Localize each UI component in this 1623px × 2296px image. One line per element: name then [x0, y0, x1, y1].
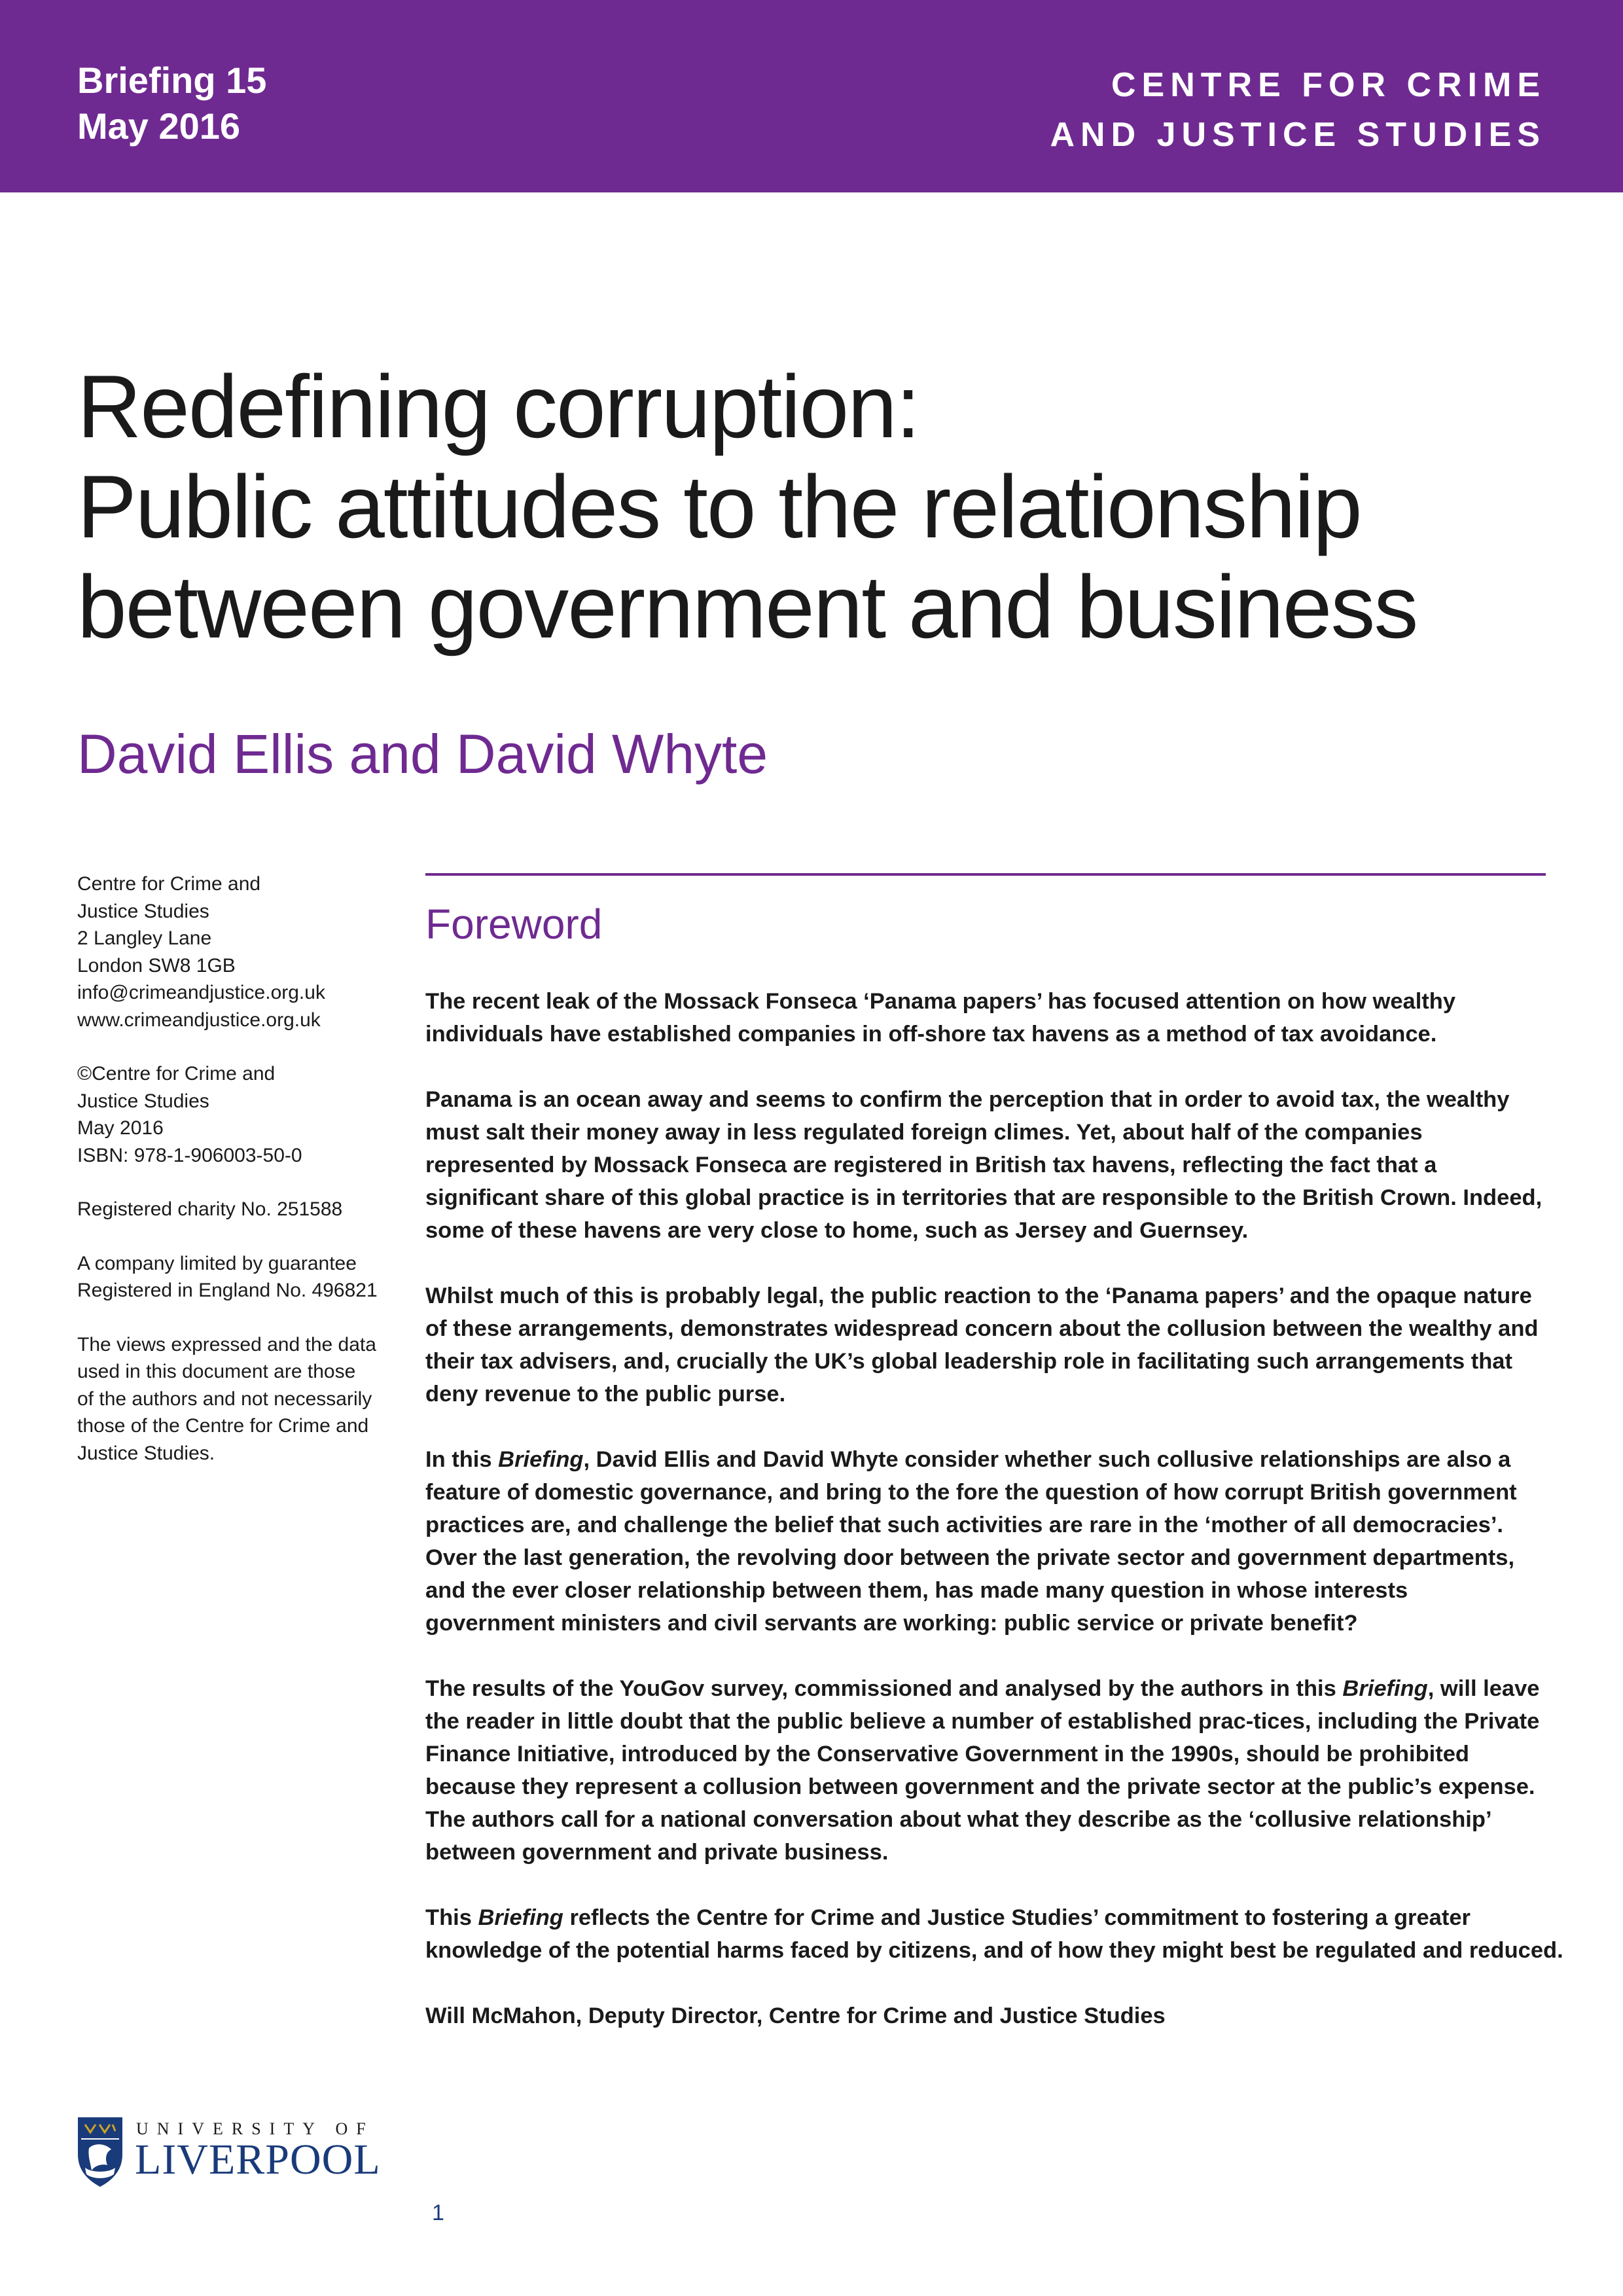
disclaimer-line: The views expressed and the data: [77, 1333, 376, 1355]
company-line: Registered in England No. 496821: [77, 1280, 378, 1301]
disclaimer-line: used in this document are those: [77, 1361, 356, 1382]
address-line: 2 Langley Lane: [77, 927, 212, 949]
charity-info: [77, 1196, 404, 1223]
organisation-name-line1: CENTRE FOR CRIME: [1111, 66, 1546, 104]
briefing-emphasis: Briefing: [1342, 1676, 1428, 1701]
copyright-line: Justice Studies: [77, 1090, 209, 1112]
text-line: government ministers and civil servants are working: public service or private benefit?: [425, 1611, 1358, 1636]
copyright-info: [77, 1060, 404, 1169]
authors: David Ellis and David Whyte: [77, 723, 768, 785]
text-line: [425, 1901, 1551, 1934]
email-link[interactable]: info@crimeandjustice.org.uk: [77, 982, 325, 1003]
text-line: deny revenue to the public purse.: [425, 1382, 786, 1407]
briefing-date: May 2016: [77, 105, 241, 147]
address-line: Justice Studies: [77, 900, 209, 922]
briefing-emphasis: Briefing: [498, 1447, 584, 1472]
briefing-number: Briefing 15: [77, 60, 267, 101]
university-crest-icon: [76, 2115, 124, 2187]
address-line: Centre for Crime and: [77, 873, 261, 895]
paragraph: [425, 1901, 1563, 1967]
charity-number: Registered charity No. 251588: [77, 1198, 343, 1220]
paragraph: [425, 1280, 1551, 1410]
text-line: their tax advisers, and, crucially the UK’s global leadership role in facilitating such arrangements that: [425, 1349, 1512, 1374]
text-line: [425, 1443, 1551, 1476]
organisation-name: [1050, 60, 1546, 160]
header-band: [0, 0, 1623, 192]
text-line: [425, 1672, 1551, 1705]
company-info: [77, 1250, 404, 1304]
briefing-emphasis: Briefing: [478, 1905, 563, 1930]
text-run: This: [425, 1905, 478, 1930]
disclaimer-line: those of the Centre for Crime and: [77, 1415, 369, 1437]
logo-liverpool: LIVERPOOL: [135, 2136, 381, 2183]
text-line: knowledge of the potential harms faced by citizens, and of how they might best be regulated and reduced.: [425, 1938, 1563, 1963]
text-run: , David Ellis and David Whyte consider whether such collusive relationships are also a: [583, 1447, 1511, 1472]
disclaimer: [77, 1331, 404, 1467]
signature: [425, 2000, 1551, 2032]
text-line: and the ever closer relationship between them, has made many question in whose interests: [425, 1578, 1408, 1603]
text-run: reflects the Centre for Crime and Justice Studies’ commitment to fostering a greater: [563, 1905, 1471, 1930]
foreword-body: [425, 985, 1563, 2065]
text-line: Finance Initiative, introduced by the Conservative Government in the 1990s, should be prohibited: [425, 1742, 1469, 1767]
foreword-heading: Foreword: [425, 901, 603, 948]
university-logo: [76, 2115, 390, 2194]
paragraph: [425, 1443, 1551, 1640]
text-line: Over the last generation, the revolving door between the private sector and government departments,: [425, 1545, 1515, 1570]
contact-address: [77, 870, 404, 1033]
text-line: practices are, and challenge the belief that such activities are rare in the ‘mother of all democracies’.: [425, 1513, 1504, 1537]
text-line: The recent leak of the Mossack Fonseca ‘Panama papers’ has focused attention on how wealthy: [425, 989, 1456, 1014]
sidebar-info: [77, 870, 404, 1494]
text-line: the reader in little doubt that the public believe a number of established prac-tices, including the Private: [425, 1709, 1540, 1734]
text-line: of these arrangements, demonstrates widespread concern about the collusion between the wealthy and: [425, 1316, 1539, 1341]
text-line: Panama is an ocean away and seems to confirm the perception that in order to avoid tax, the wealthy: [425, 1087, 1510, 1112]
text-line: feature of domestic governance, and bring to the fore the question of how corrupt British government: [425, 1480, 1517, 1505]
title-line: Redefining corruption:: [77, 357, 919, 456]
logo-university-of: UNIVERSITY OF: [136, 2119, 374, 2138]
organisation-name-line2: AND JUSTICE STUDIES: [1050, 116, 1546, 154]
page-number: 1: [432, 2200, 444, 2225]
text-line: must salt their money away in less regulated foreign climes. Yet, about half of the companies: [425, 1120, 1423, 1145]
text-line: individuals have established companies in off-shore tax havens as a method of tax avoidance.: [425, 1022, 1437, 1047]
paragraph: [425, 1083, 1551, 1247]
title-line: Public attitudes to the relationship: [77, 457, 1361, 556]
text-run: The results of the YouGov survey, commissioned and analysed by the authors in this: [425, 1676, 1343, 1701]
text-line: The authors call for a national conversation about what they describe as the ‘collusive relationship’: [425, 1807, 1492, 1832]
section-divider: [425, 873, 1546, 876]
disclaimer-line: of the authors and not necessarily: [77, 1388, 372, 1410]
briefing-series: [77, 58, 266, 149]
copyright-line: May 2016: [77, 1117, 164, 1139]
text-line: significant share of this global practice is in territories that are responsible to the British Crown. Indeed,: [425, 1185, 1543, 1210]
text-line: Whilst much of this is probably legal, the public reaction to the ‘Panama papers’ and the opaque nature: [425, 1283, 1532, 1308]
isbn: ISBN: 978-1-906003-50-0: [77, 1144, 302, 1166]
paragraph: [425, 1672, 1551, 1869]
address-line: London SW8 1GB: [77, 954, 236, 977]
text-line: represented by Mossack Fonseca are registered in British tax havens, reflecting the fact that a: [425, 1153, 1437, 1177]
text-line: because they represent a collusion between government and the private sector at the public’s expense.: [425, 1774, 1535, 1799]
text-line: between government and private business.: [425, 1840, 889, 1865]
document-title: [77, 357, 1556, 657]
title-line: between government and business: [77, 557, 1418, 656]
text-line: Will McMahon, Deputy Director, Centre for Crime and Justice Studies: [425, 2003, 1166, 2028]
company-line: A company limited by guarantee: [77, 1252, 357, 1274]
copyright-line: ©Centre for Crime and: [77, 1063, 276, 1085]
paragraph: [425, 985, 1551, 1050]
website-link[interactable]: www.crimeandjustice.org.uk: [77, 1009, 321, 1031]
text-line: some of these havens are very close to home, such as Jersey and Guernsey.: [425, 1218, 1249, 1243]
text-run: , will leave: [1427, 1676, 1540, 1701]
text-run: In this: [425, 1447, 499, 1472]
disclaimer-line: Justice Studies.: [77, 1442, 215, 1464]
